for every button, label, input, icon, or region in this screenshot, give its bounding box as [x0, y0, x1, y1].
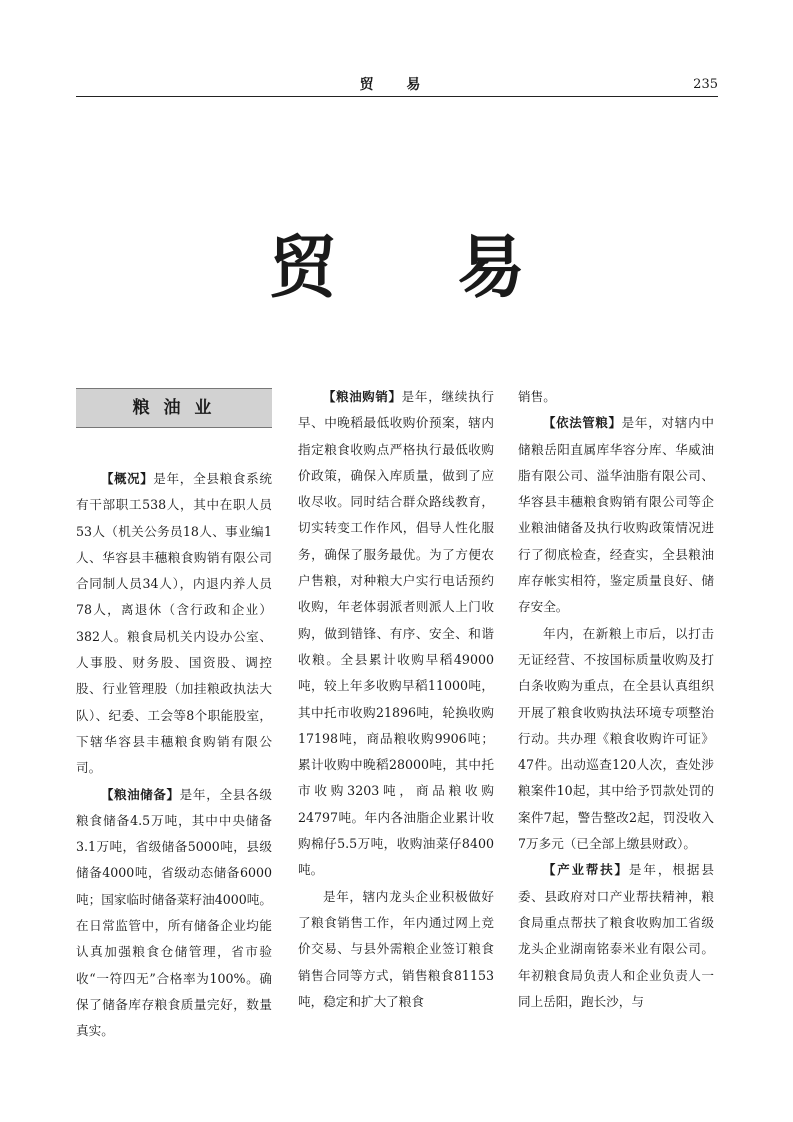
paragraph-text: 是年，全县各级粮食储备4.5万吨，其中中央储备3.1万吨，省级储备5000吨，县级储备4000吨，省级动态储备6000吨；国家临时储备菜籽油4000吨。在日常监管中，所有储备企业均能认真加强粮食仓储管理，省市验收“一符四无”合格率为100%。确保了储备库存粮食质量完好，数量真实。	[76, 786, 273, 1039]
paragraph-sales	[298, 884, 494, 1015]
column-3	[518, 384, 714, 1015]
keyword: 【产业帮扶】	[543, 862, 629, 878]
keyword: 【粮油购销】	[323, 389, 402, 404]
paragraph-text: 是年，辖内龙头企业积极做好了粮食销售工作，年内通过网上竞价交易、与县外需粮企业签订粮食销售合同等方式，销售粮食81153吨，稳定和扩大了粮食	[298, 888, 494, 1009]
paragraph-text: 年内，在新粮上市后，以打击无证经营、不按国标质量收购及打白条收购为重点，在全县认真组织开展了粮食收购执法环境专项整治行动。共办理《粮食收购许可证》47件。出动巡查120人次，查处涉粮案件10起，其中给予罚款处罚的案件7起，警告整改2起，罚没收入7万多元（已全部上缴县财政）。	[518, 625, 714, 852]
header-rule	[76, 96, 718, 97]
paragraph-reserve	[76, 782, 272, 1045]
keyword: 【粮油储备】	[101, 786, 180, 802]
paragraph-text: 是年，继续执行早、中晚稻最低收购价预案，辖内指定粮食收购点严格执行最低收购价政策，确保入库质量，做到了应收尽收。同时结合群众路线教育，切实转变工作作风，倡导人性化服务，确保了服务最优。为了方便农户售粮，对种粮大户实行电话预约收购，年老体弱派者则派人上门收购，做到错锋、有序、安全、和谐收粮。全县累计收购早稻49000吨，较上年多收购早稻11000吨，其中托市收购21896吨，轮换收购17198吨，商品粮收购9906吨；累计收购中晚稻28000吨，其中托市收购3203吨，商品粮收购24797吨。年内各油脂企业累计收购棉仔5.5万吨，收购油菜仔8400吨。	[298, 389, 495, 878]
paragraph-sales-continued	[518, 384, 714, 410]
running-title: 贸 易	[359, 77, 435, 93]
paragraph-purchase	[298, 384, 494, 884]
chapter-title: 贸易	[268, 228, 645, 308]
keyword: 【概况】	[101, 471, 154, 486]
keyword: 【依法管粮】	[543, 415, 622, 431]
section-heading: 粮 油 业	[76, 388, 272, 428]
paragraph-enforcement	[518, 621, 714, 858]
column-2	[298, 384, 494, 1015]
paragraph-text: 是年，对辖内中储粮岳阳直属库华容分库、华威油脂有限公司、溢华油脂有限公司、华容县丰穗粮食购销有限公司等企业粮油储备及执行收购政策情况进行了彻底检查，经查实，全县粮油库存帐实相符，鉴定质量良好、储存安全。	[518, 415, 715, 615]
page-number: 235	[693, 77, 718, 92]
paragraph-law	[518, 410, 714, 620]
column-1	[76, 384, 272, 1045]
paragraph-text: 销售。	[518, 389, 556, 404]
paragraph-overview	[76, 466, 272, 782]
paragraph-text: 是年，全县粮食系统有干部职工538人，其中在职人员53人（机关公务员18人、事业编1人、华容县丰穗粮食购销有限公司合同制人员34人），内退内养人员78人，离退休（含行政和企业）382人。粮食局机关内设办公室、人事股、财务股、国资股、调控股、行业管理股（加挂粮政执法大队）、纪委、工会等8个职能股室，下辖华容县丰穗粮食购销有限公司。	[76, 471, 273, 776]
paragraph-text: 是年，根据县委、县政府对口产业帮扶精神，粮食局重点帮扶了粮食收购加工省级龙头企业湖南铭泰米业有限公司。年初粮食局负责人和企业负责人一同上岳阳，跑长沙，与	[518, 862, 715, 1009]
running-header	[76, 76, 718, 98]
paragraph-industry-support	[518, 857, 714, 1015]
